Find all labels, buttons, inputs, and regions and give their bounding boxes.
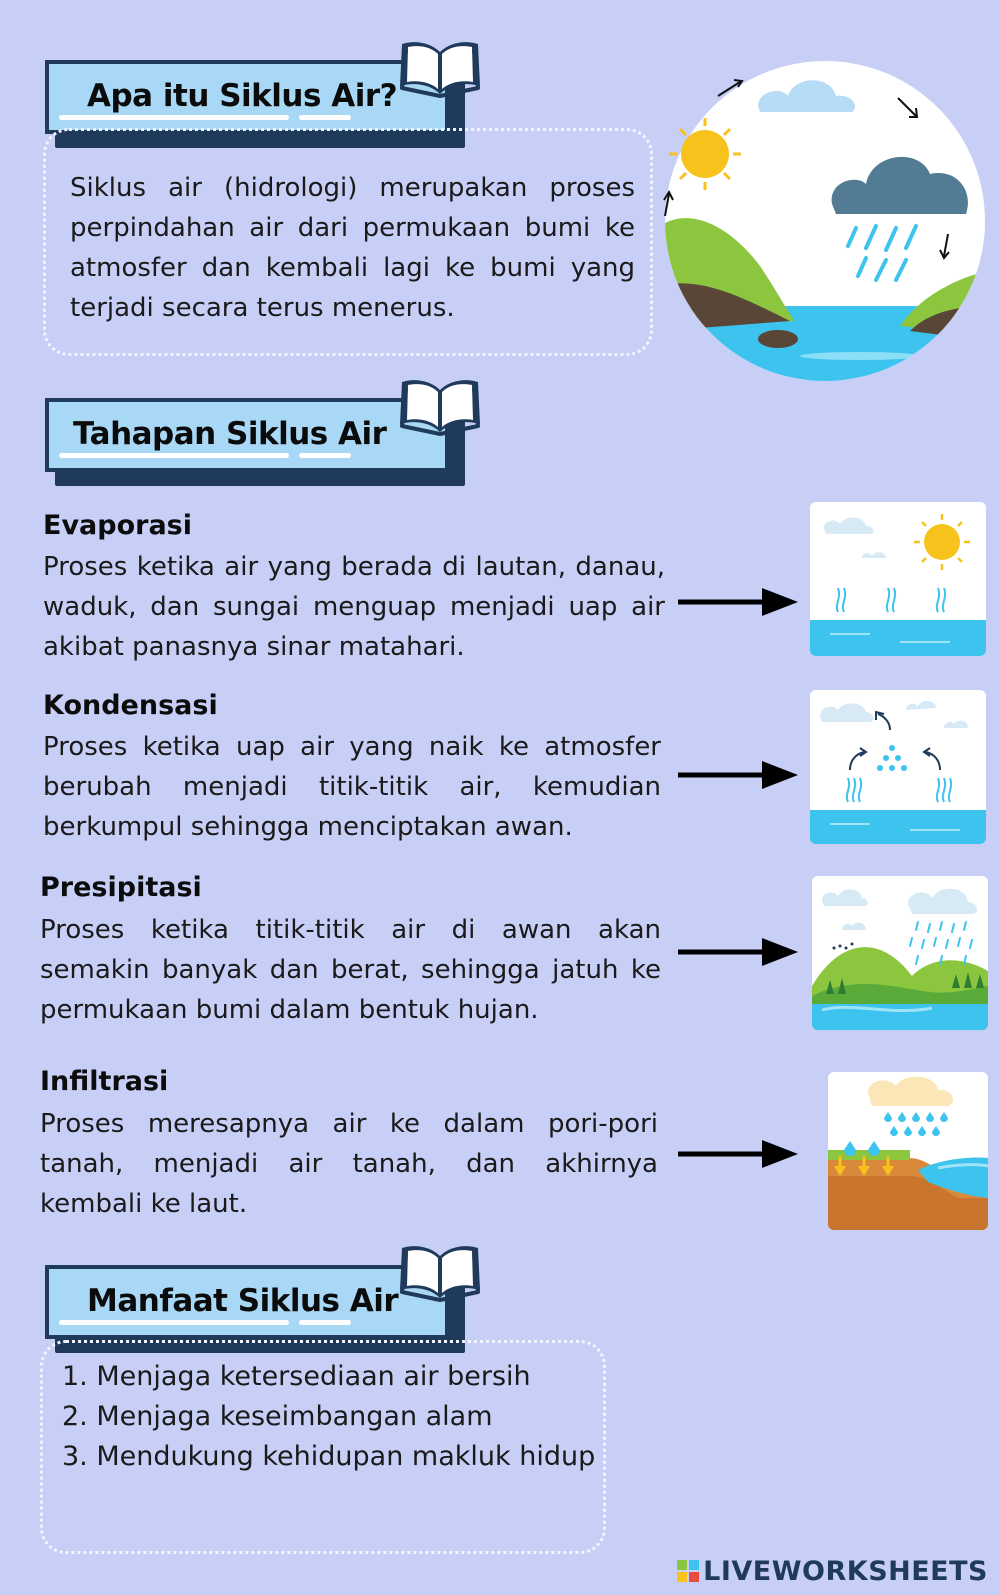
stage-title-kondensasi: Kondensasi	[43, 690, 218, 721]
liveworksheets-logo-icon	[677, 1560, 699, 1582]
brand-name: LIVEWORKSHEETS	[703, 1556, 988, 1587]
banner-face	[45, 60, 449, 134]
banner-stripe	[299, 1320, 351, 1325]
list-item	[62, 1357, 595, 1397]
open-book-icon	[396, 372, 484, 438]
benefits-title: Manfaat Siklus Air	[87, 1283, 399, 1319]
stages-title: Tahapan Siklus Air	[73, 416, 387, 452]
list-item	[62, 1437, 595, 1477]
evaporation-illustration	[810, 502, 986, 656]
list-number: 3.	[62, 1441, 88, 1472]
stage-title-infiltrasi: Infiltrasi	[40, 1066, 169, 1097]
banner-stripe	[299, 453, 351, 458]
list-number: 1.	[62, 1361, 88, 1392]
arrow-right-icon	[678, 759, 800, 791]
list-text: Mendukung kehidupan makluk hidup	[96, 1441, 596, 1472]
precipitation-illustration	[812, 876, 988, 1030]
banner-stripe	[59, 1320, 289, 1325]
stage-desc-presipitasi: Proses ketika titik-titik air di awan akan semakin banyak dan berat, sehingga jatuh ke permukaan bumi dalam bentuk hujan.	[40, 915, 661, 1025]
banner-face	[45, 398, 449, 472]
list-number: 2.	[62, 1401, 88, 1432]
list-item	[62, 1397, 595, 1437]
brand-watermark[interactable]	[677, 1556, 988, 1587]
stage-desc-kondensasi: Proses ketika uap air yang naik ke atmosfer berubah menjadi titik-titik air, kemudian berkumpul sehingga menciptakan awan.	[43, 732, 661, 842]
stage-title-evaporasi: Evaporasi	[43, 510, 193, 541]
list-text: Menjaga keseimbangan alam	[96, 1401, 493, 1432]
infiltration-illustration	[828, 1072, 988, 1230]
intro-text: Siklus air (hidrologi) merupakan proses perpindahan air dari permukaan bumi ke atmosfer dan kembali lagi ke bumi yang terjadi secara terus menerus.	[70, 173, 635, 323]
arrow-right-icon	[678, 936, 800, 968]
banner-stripe	[59, 453, 289, 458]
banner-stripe	[59, 115, 289, 120]
condensation-illustration	[810, 690, 986, 844]
open-book-icon	[396, 1238, 484, 1304]
arrow-right-icon	[678, 1138, 800, 1170]
open-book-icon	[396, 34, 484, 100]
stage-title-presipitasi: Presipitasi	[40, 872, 202, 903]
banner-face	[45, 1265, 449, 1339]
intro-title: Apa itu Siklus Air?	[87, 78, 398, 114]
banner-stripe	[299, 115, 351, 120]
stage-desc-evaporasi: Proses ketika air yang berada di lautan, danau, waduk, dan sungai menguap menjadi uap air akibat panasnya sinar matahari.	[43, 552, 665, 662]
list-text: Menjaga ketersediaan air bersih	[96, 1361, 531, 1392]
arrow-right-icon	[678, 586, 800, 618]
stage-desc-infiltrasi: Proses meresapnya air ke dalam pori-pori tanah, menjadi air tanah, dan akhirnya kembali ke laut.	[40, 1109, 658, 1219]
water-cycle-illustration	[660, 56, 990, 386]
benefits-list	[62, 1357, 595, 1477]
